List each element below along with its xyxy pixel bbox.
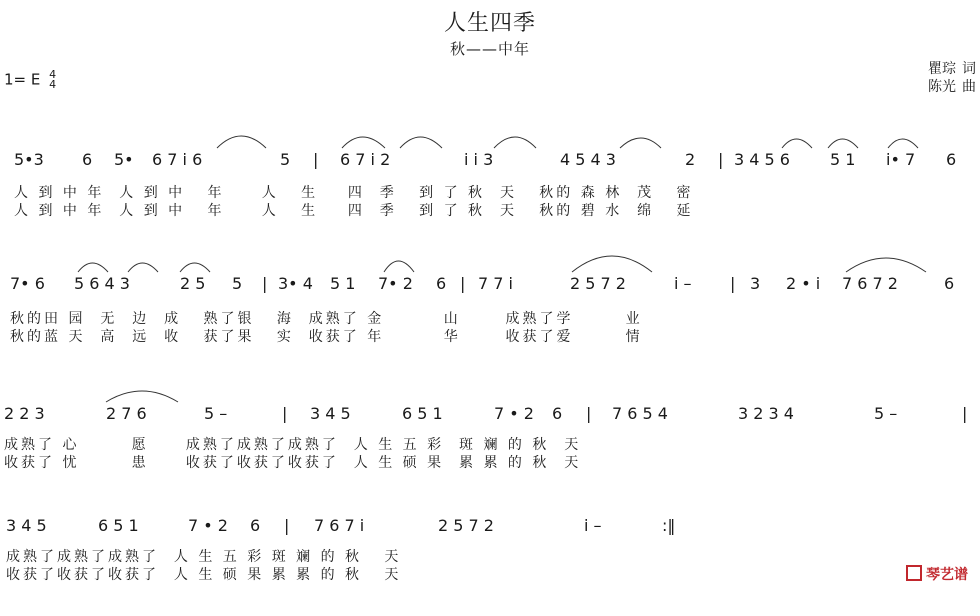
note-group: 5 1 (830, 150, 856, 169)
slur-arc (828, 139, 858, 148)
slur-arc (782, 139, 812, 148)
note-group: 5 – (204, 404, 228, 423)
note-group: 2 2 3 (4, 404, 45, 423)
barline: | (962, 404, 968, 423)
note-group: 4 5 4 3 (560, 150, 616, 169)
key-label: 1= E (4, 70, 41, 89)
barline: | (460, 274, 466, 293)
slur-arc (106, 391, 178, 402)
barline: | (284, 516, 290, 535)
note-group: 2 5 7 2 (438, 516, 494, 535)
note-group: 5 1 (330, 274, 356, 293)
note-group: 6 (944, 274, 955, 293)
note-group: 7 6 7 i (314, 516, 365, 535)
note-group: 3• 4 (278, 274, 313, 293)
lyricist-name: 瞿琮 (928, 61, 956, 77)
note-group: 5 (280, 150, 291, 169)
lyrics-verse-1: 成熟了成熟了成熟了 人 生 五 彩 斑 斓 的 秋 天 (6, 549, 402, 565)
time-signature-bottom: 4 (49, 78, 57, 91)
note-group: 7 7 i (478, 274, 513, 293)
note-group: i – (584, 516, 602, 535)
note-group: 7• 6 (10, 274, 45, 293)
note-group: 3 2 3 4 (738, 404, 794, 423)
note-group: 6 (946, 150, 957, 169)
note-group: 5 6 4 3 (74, 274, 130, 293)
song-title: 人生四季 (443, 11, 536, 36)
lyrics-verse-1: 人 到 中 年 人 到 中 年 人 生 四 季 到 了 秋 天 秋的 森 林 茂 密 (14, 185, 694, 201)
time-signature-top: 4 (49, 68, 57, 81)
note-group: 7• 2 (378, 274, 413, 293)
slur-arc (888, 139, 918, 148)
note-group: 6 (250, 516, 261, 535)
note-group: 6 7 i 2 (340, 150, 391, 169)
note-group: 3 4 5 (310, 404, 351, 423)
slur-arc (180, 263, 210, 272)
note-group: 2 • i (786, 274, 821, 293)
note-group: 5• (114, 150, 134, 169)
note-group: 6 (552, 404, 563, 423)
logo-text: 琴艺谱 (926, 567, 968, 583)
note-group: 2 5 7 2 (570, 274, 626, 293)
barline: | (313, 150, 319, 169)
note-group: 3 4 5 (6, 516, 47, 535)
note-group: i• 7 (886, 150, 916, 169)
barline: | (282, 404, 288, 423)
slur-arc (620, 138, 661, 148)
note-group: 5•3 (14, 150, 44, 169)
repeat-sign: :‖ (662, 516, 676, 535)
barline: | (730, 274, 736, 293)
composer-role: 曲 (962, 79, 976, 95)
slur-arc (494, 137, 536, 148)
lyrics-verse-2: 秋的蓝 天 高 远 收 获了果 实 收获了 年 华 收获了爱 情 (10, 329, 643, 345)
note-group: 6 5 1 (98, 516, 139, 535)
note-group: 7 6 5 4 (612, 404, 668, 423)
composer-name: 陈光 (928, 79, 956, 95)
note-group: 7 6 7 2 (842, 274, 898, 293)
barline: | (718, 150, 724, 169)
slur-arc (846, 258, 926, 272)
slur-arc (78, 263, 108, 272)
logo-icon (906, 565, 922, 581)
note-group: 3 4 5 6 (734, 150, 790, 169)
song-subtitle: 秋——中年 (449, 40, 530, 58)
note-group: 7 • 2 (188, 516, 228, 535)
slur-arc (217, 136, 266, 148)
barline: | (586, 404, 592, 423)
slur-arc (384, 261, 414, 272)
note-group: i – (674, 274, 692, 293)
note-group: 6 5 1 (402, 404, 443, 423)
slur-arc (342, 137, 385, 148)
lyrics-verse-2: 人 到 中 年 人 到 中 年 人 生 四 季 到 了 秋 天 秋的 碧 水 绵 延 (14, 203, 694, 219)
note-group: 6 (82, 150, 93, 169)
lyricist-role: 词 (962, 61, 976, 77)
note-group: 2 7 6 (106, 404, 147, 423)
slur-arc (400, 137, 442, 148)
lyrics-verse-1: 秋的田 园 无 边 成 熟了银 海 成熟了 金 山 成熟了学 业 (10, 311, 643, 327)
slur-arc (572, 256, 652, 272)
note-group: 7 • 2 (494, 404, 534, 423)
note-group: 6 (436, 274, 447, 293)
note-group: 2 5 (180, 274, 206, 293)
slur-arc (128, 263, 158, 272)
lyrics-verse-2: 收获了 忧 患 收获了收获了收获了 人 生 硕 果 累 累 的 秋 天 (4, 455, 582, 471)
note-group: i i 3 (464, 150, 494, 169)
note-group: 5 – (874, 404, 898, 423)
note-group: 5 (232, 274, 243, 293)
lyrics-verse-2: 收获了收获了收获了 人 生 硕 果 累 累 的 秋 天 (6, 567, 402, 583)
note-group: 2 (685, 150, 696, 169)
lyrics-verse-1: 成熟了 心 愿 成熟了成熟了成熟了 人 生 五 彩 斑 斓 的 秋 天 (4, 437, 582, 453)
note-group: 6 7 i 6 (152, 150, 203, 169)
note-group: 3 (750, 274, 761, 293)
site-logo (906, 564, 968, 584)
barline: | (262, 274, 268, 293)
